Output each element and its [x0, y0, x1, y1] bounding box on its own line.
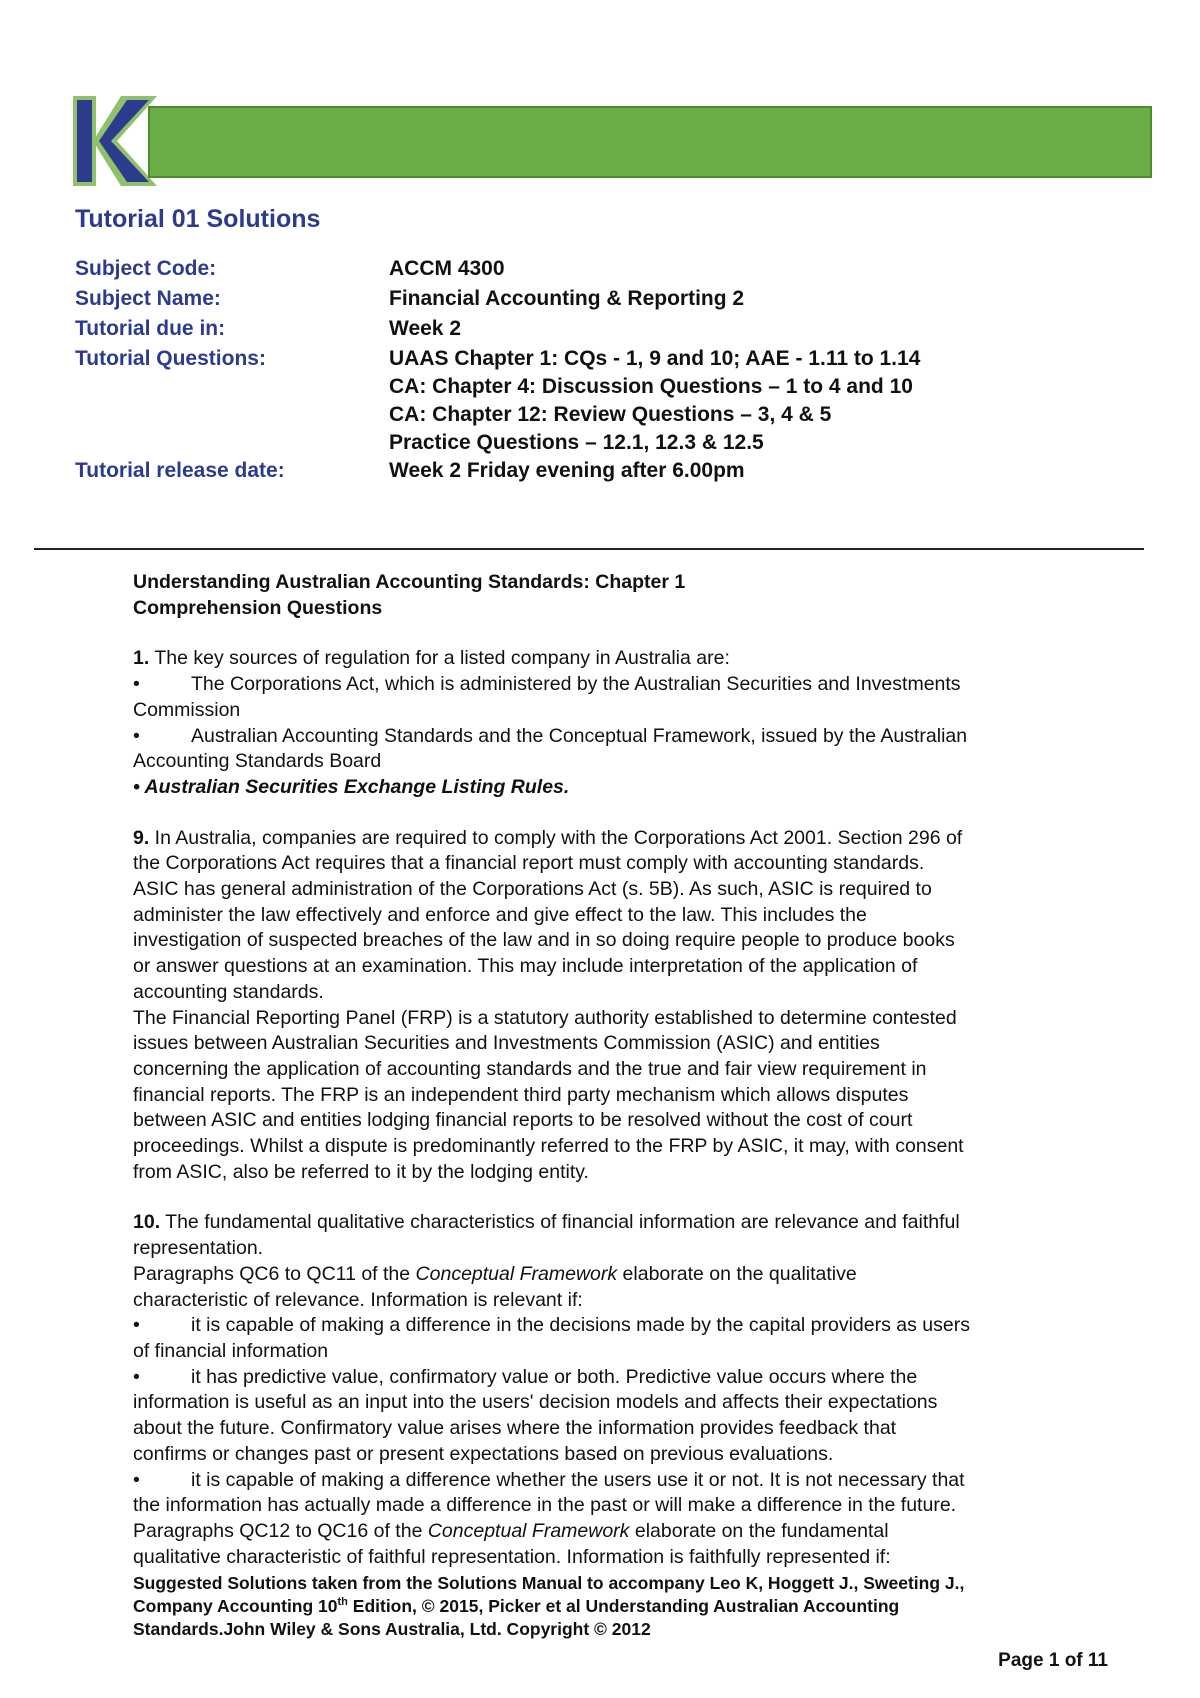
question-1-intro: 1. The key sources of regulation for a listed company in Australia are:: [133, 647, 730, 670]
questions-value: CA: Chapter 4: Discussion Questions – 1 to 4 and 10: [389, 375, 913, 398]
subject-code-label: Subject Code:: [75, 257, 217, 280]
list-item-continued: the information has actually made a difference in the past or will make a difference in the future.: [133, 1494, 957, 1517]
subject-code-value: ACCM 4300: [389, 257, 505, 280]
paragraph-line: issues between Australian Securities and Investments Commission (ASIC) and entities: [133, 1032, 880, 1055]
paragraph-line: characteristic of relevance. Information is relevant if:: [133, 1288, 583, 1311]
question-number: 9.: [133, 826, 150, 849]
bullet-icon: •: [133, 673, 140, 696]
questions-value: CA: Chapter 12: Review Questions – 3, 4 & 5: [389, 403, 832, 426]
list-item-continued: about the future. Confirmatory value arises where the information provides feedback that: [133, 1417, 897, 1440]
citation-line: Company Accounting 10th Edition, © 2015, Picker et al Understanding Australian Accounting: [133, 1596, 900, 1616]
list-item-emphasis: • Australian Securities Exchange Listing Rules.: [133, 775, 570, 798]
page-number: Page 1 of 11: [998, 1650, 1108, 1671]
subject-name-value: Financial Accounting & Reporting 2: [389, 287, 745, 310]
questions-label: Tutorial Questions:: [75, 347, 266, 370]
bullet-icon: •: [133, 1468, 140, 1491]
question-10-line: 10. The fundamental qualitative characteristics of financial information are relevance and faithful: [133, 1211, 960, 1234]
question-9-line: 9. In Australia, companies are required to comply with the Corporations Act 2001. Section 296 of: [133, 826, 963, 849]
paragraph-line: from ASIC, also be referred to it by the lodging entity.: [133, 1160, 589, 1183]
list-item-continued: Accounting Standards Board: [133, 750, 382, 773]
citation-line: Suggested Solutions taken from the Solutions Manual to accompany Leo K, Hoggett J., Sweeting J.,: [133, 1573, 965, 1593]
section-heading: Understanding Australian Accounting Standards: Chapter 1: [133, 571, 686, 593]
list-item: • it is capable of making a difference whether the users use it or not. It is not necessary that: [133, 1468, 1093, 1494]
list-item: • it has predictive value, confirmatory value or both. Predictive value occurs where the: [133, 1365, 1093, 1391]
subsection-heading: Comprehension Questions: [133, 596, 383, 619]
paragraph-line: or answer questions at an examination. This may include interpretation of the application of: [133, 955, 918, 978]
due-label: Tutorial due in:: [75, 317, 226, 340]
paragraph-line: between ASIC and entities lodging financial reports to be resolved without the cost of court: [133, 1109, 913, 1132]
paragraph-line: representation.: [133, 1237, 264, 1260]
section-divider: [34, 548, 1144, 550]
list-item: • it is capable of making a difference in the decisions made by the capital providers as users: [133, 1313, 1093, 1339]
paragraph-line: concerning the application of accounting standards and the true and fair view requirement in: [133, 1057, 927, 1080]
list-item-continued: information is useful as an input into the users' decision models and affects their expectations: [133, 1391, 938, 1414]
paragraph-line: Paragraphs QC12 to QC16 of the Conceptual Framework elaborate on the fundamental: [133, 1519, 889, 1542]
solutions-body: [133, 570, 1093, 1570]
paragraph-line: accounting standards.: [133, 980, 324, 1003]
paragraph-line: qualitative characteristic of faithful representation. Information is faithfully represented if:: [133, 1545, 891, 1568]
paragraph-line: administer the law effectively and enforce and give effect to the law. This includes the: [133, 903, 867, 926]
document-title: Tutorial 01 Solutions: [75, 205, 321, 233]
list-item: • The Corporations Act, which is administered by the Australian Securities and Investments: [133, 672, 1093, 698]
release-value: Week 2 Friday evening after 6.00pm: [389, 459, 745, 482]
list-item-continued: confirms or changes past or present expectations based on previous evaluations.: [133, 1442, 834, 1465]
questions-value: UAAS Chapter 1: CQs - 1, 9 and 10; AAE - 1.11 to 1.14: [389, 347, 921, 370]
list-item: • Australian Accounting Standards and the Conceptual Framework, issued by the Australian: [133, 724, 1093, 750]
citation-line: Standards.John Wiley & Sons Australia, Ltd. Copyright © 2012: [133, 1619, 651, 1639]
header-banner: [148, 106, 1152, 178]
question-number: 10.: [133, 1211, 161, 1234]
paragraph-line: financial reports. The FRP is an independent third party mechanism which allows disputes: [133, 1083, 909, 1106]
bullet-icon: •: [133, 724, 140, 747]
list-item-continued: Commission: [133, 698, 241, 721]
question-number: 1.: [133, 647, 150, 670]
paragraph-line: ASIC has general administration of the Corporations Act (s. 5B). As such, ASIC is required to: [133, 878, 932, 901]
questions-value: Practice Questions – 12.1, 12.3 & 12.5: [389, 431, 764, 454]
release-label: Tutorial release date:: [75, 459, 285, 482]
paragraph-line: The Financial Reporting Panel (FRP) is a statutory authority established to determine contested: [133, 1006, 957, 1029]
subject-name-label: Subject Name:: [75, 287, 221, 310]
paragraph-line: proceedings. Whilst a dispute is predominantly referred to the FRP by ASIC, it may, with consent: [133, 1135, 964, 1158]
due-value: Week 2: [389, 317, 461, 340]
paragraph-line: Paragraphs QC6 to QC11 of the Conceptual Framework elaborate on the qualitative: [133, 1262, 857, 1285]
footer-citation: [133, 1572, 1113, 1641]
paragraph-line: investigation of suspected breaches of the law and in so doing require people to produce books: [133, 929, 955, 952]
paragraph-line: the Corporations Act requires that a financial report must comply with accounting standards.: [133, 852, 925, 875]
list-item-continued: of financial information: [133, 1339, 329, 1362]
bullet-icon: •: [133, 1365, 140, 1388]
bullet-icon: •: [133, 1314, 140, 1337]
